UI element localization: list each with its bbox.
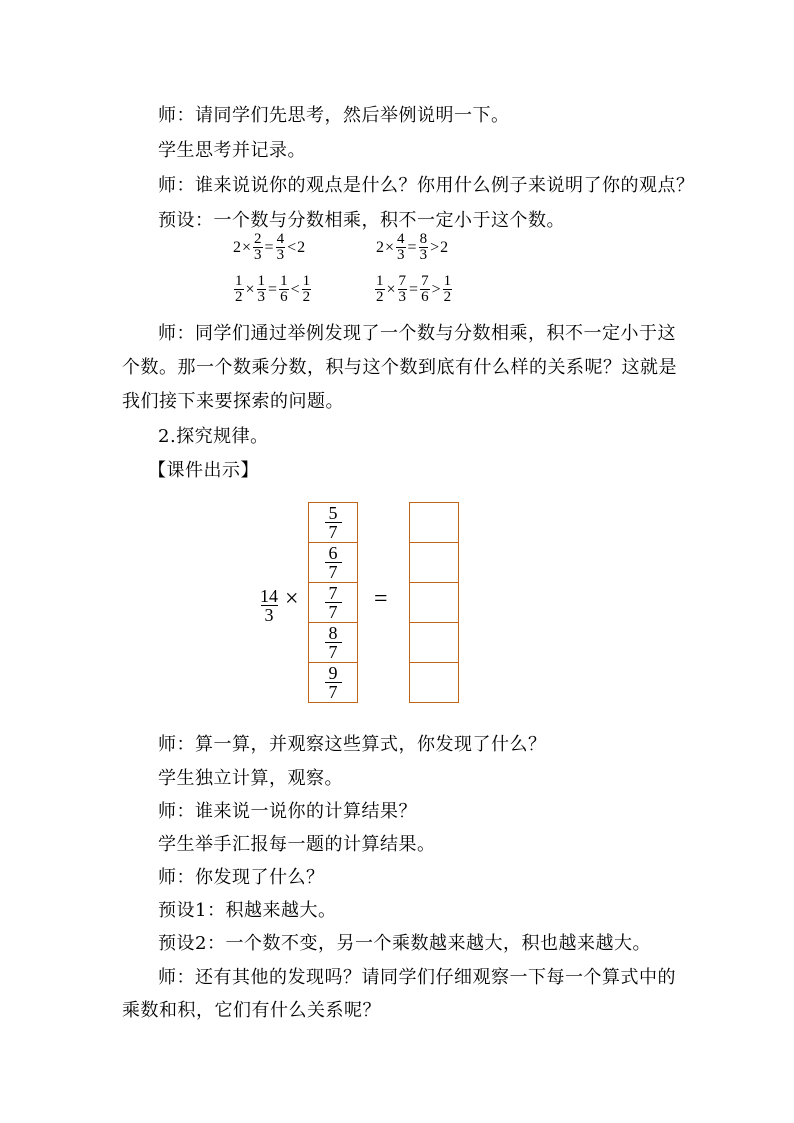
courseware-label: 【课件出示】 xyxy=(148,460,259,481)
paragraph-preset-2: 预设2：一个数不变，另一个乘数越来越大，积也越来越大。 xyxy=(158,933,651,954)
fraction-denominator: 7 xyxy=(325,522,342,541)
multiplier-cell xyxy=(308,662,358,703)
result-column xyxy=(409,502,459,700)
multiplier-cell xyxy=(308,502,358,543)
multiplier-fraction xyxy=(325,544,342,581)
fraction-numerator: 6 xyxy=(328,543,338,563)
example-equation-4: $\frac{1}{2}$ × $\frac{7}{3}$ = $\frac{7}{6}$ > $\frac{1}{2}$ xyxy=(376,273,452,305)
paragraph-teacher-other-1: 师：还有其他的发现吗？请同学们仔细观察一下每一个算式中的 xyxy=(158,967,676,988)
multiplier-fraction xyxy=(325,584,342,621)
fraction-numerator: 7 xyxy=(328,583,338,603)
paragraph-students-think: 学生思考并记录。 xyxy=(158,140,306,161)
multiplier-column xyxy=(308,502,358,700)
paragraph-calc-observe: 师：算一算，并观察这些算式，你发现了什么？ xyxy=(158,734,547,755)
paragraph-teacher-found-3: 我们接下来要探索的问题。 xyxy=(122,391,344,412)
fraction-denominator: 7 xyxy=(325,562,342,581)
fraction-numerator: 8 xyxy=(328,623,338,643)
paragraph-teacher-think: 师：请同学们先思考，然后举例说明一下。 xyxy=(158,105,510,126)
example-equation-1: 2 × $\frac{2}{3}$ = $\frac{4}{3}$ < 2 xyxy=(233,231,306,263)
multiplier-cell xyxy=(308,622,358,663)
courseware-times-sign: × xyxy=(285,586,299,612)
paragraph-preset-1: 预设1：积越来越大。 xyxy=(158,900,337,921)
section-heading: 2.探究规律。 xyxy=(158,426,269,447)
fraction-numerator: 5 xyxy=(328,503,338,523)
fraction-denominator: 7 xyxy=(325,682,342,701)
multiplier-cell xyxy=(308,542,358,583)
result-cell xyxy=(409,622,459,663)
multiplier-fraction xyxy=(325,504,342,541)
multiplier-fraction xyxy=(325,624,342,661)
paragraph-teacher-other-2: 乘数和积，它们有什么关系呢？ xyxy=(122,1000,381,1021)
courseware-equals-sign: = xyxy=(374,586,388,612)
fraction-numerator: 9 xyxy=(328,663,338,683)
paragraph-teacher-results: 师：谁来说一说你的计算结果？ xyxy=(158,801,417,822)
paragraph-teacher-ask: 师：谁来说说你的观点是什么？你用什么例子来说明了你的观点？ xyxy=(158,175,695,196)
fraction-denominator: 7 xyxy=(325,602,342,621)
result-cell xyxy=(409,582,459,623)
result-cell xyxy=(409,502,459,543)
multiplier-cell xyxy=(308,582,358,623)
paragraph-preset: 预设：一个数与分数相乘，积不一定小于这个数。 xyxy=(158,210,565,231)
result-cell xyxy=(409,662,459,703)
result-cell xyxy=(409,542,459,583)
paragraph-teacher-discover: 师：你发现了什么？ xyxy=(158,867,325,888)
example-equation-2: 2 × $\frac{4}{3}$ = $\frac{8}{3}$ > 2 xyxy=(376,231,449,263)
multiplier-fraction xyxy=(325,664,342,701)
paragraph-teacher-found-2: 个数。那一个数乘分数，积与这个数到底有什么样的关系呢？这就是 xyxy=(122,357,677,378)
courseware-left-fraction: $\frac{14}{3}$ xyxy=(260,586,278,625)
paragraph-teacher-found-1: 师：同学们通过举例发现了一个数与分数相乘，积不一定小于这 xyxy=(158,323,676,344)
paragraph-students-report: 学生举手汇报每一题的计算结果。 xyxy=(158,834,436,855)
example-equation-3: $\frac{1}{2}$ × $\frac{1}{3}$ = $\frac{1}{6}$ < $\frac{1}{2}$ xyxy=(235,273,311,305)
paragraph-students-calc: 学生独立计算，观察。 xyxy=(158,768,343,789)
fraction-denominator: 7 xyxy=(325,642,342,661)
